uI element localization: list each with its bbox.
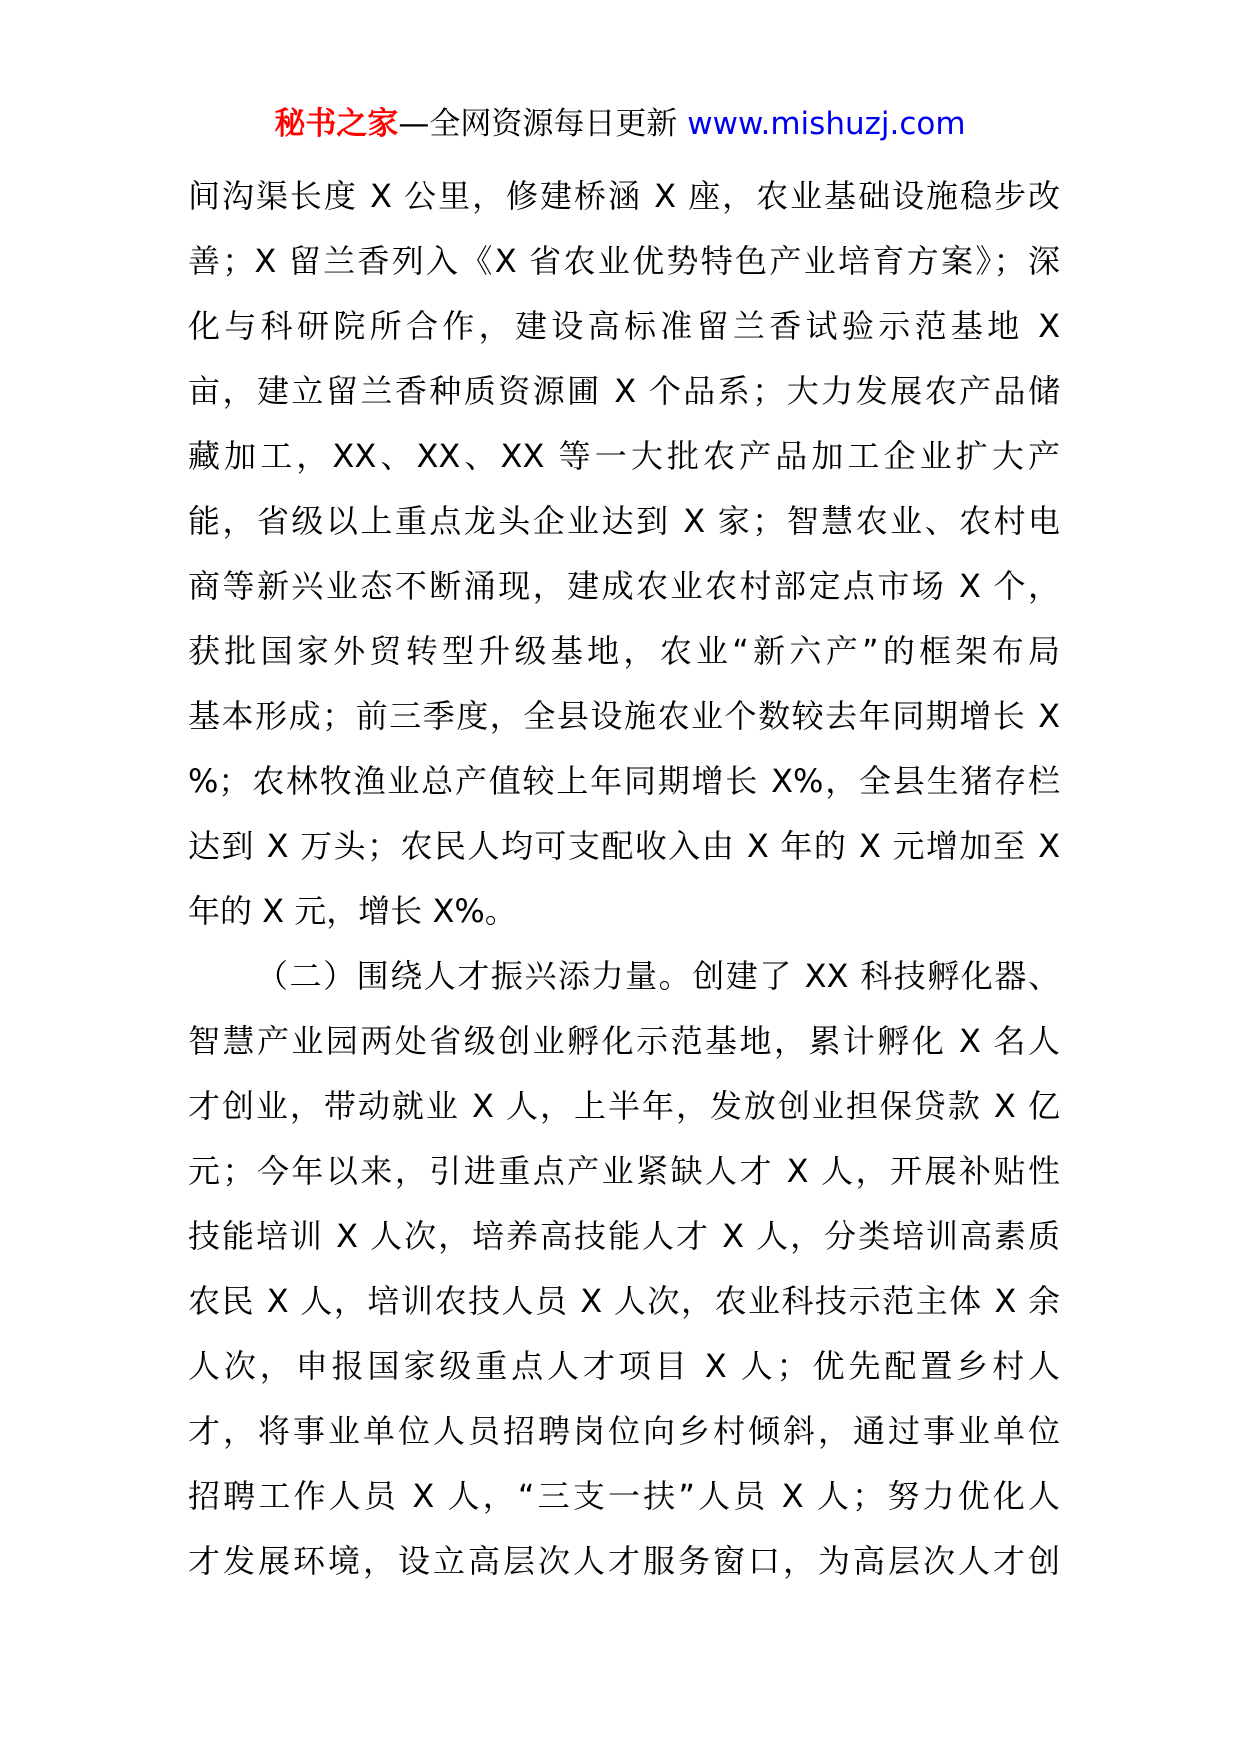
text-line: %；农林牧渔业总产值较上年同期增长 X%，全县生猪存栏 <box>188 762 1060 800</box>
site-url-link[interactable]: www.mishuzj.com <box>687 106 966 142</box>
text-line: 智慧产业园两处省级创业孵化示范基地，累计孵化 X 名人 <box>188 1022 1060 1060</box>
text-line: 商等新兴业态不断涌现，建成农业农村部定点市场 X 个， <box>188 567 1060 605</box>
text-line: 才发展环境，设立高层次人才服务窗口，为高层次人才创 <box>188 1542 1060 1580</box>
site-header <box>0 100 1240 148</box>
text-line: 亩，建立留兰香种质资源圃 X 个品系；大力发展农产品储 <box>188 372 1060 410</box>
text-line: 招聘工作人员 X 人，“三支一扶”人员 X 人；努力优化人 <box>188 1477 1060 1515</box>
text-line: 基本形成；前三季度，全县设施农业个数较去年同期增长 X <box>188 697 1060 735</box>
text-line: 人次，申报国家级重点人才项目 X 人；优先配置乡村人 <box>188 1347 1060 1385</box>
site-slogan: —全网资源每日更新 <box>398 106 688 142</box>
text-line: 善；X 留兰香列入《X 省农业优势特色产业培育方案》；深 <box>188 242 1060 280</box>
site-brand: 秘书之家 <box>274 106 399 142</box>
text-line: 化与科研院所合作，建设高标准留兰香试验示范基地 X <box>188 307 1060 345</box>
text-line: 达到 X 万头；农民人均可支配收入由 X 年的 X 元增加至 X <box>188 827 1060 865</box>
text-line: 才，将事业单位人员招聘岗位向乡村倾斜，通过事业单位 <box>188 1412 1060 1450</box>
text-line: 能，省级以上重点龙头企业达到 X 家；智慧农业、农村电 <box>188 502 1060 540</box>
text-line: 获批国家外贸转型升级基地，农业“新六产”的框架布局 <box>188 632 1060 670</box>
text-line: 元；今年以来，引进重点产业紧缺人才 X 人，开展补贴性 <box>188 1152 1060 1190</box>
text-line: 间沟渠长度 X 公里，修建桥涵 X 座，农业基础设施稳步改 <box>188 177 1060 215</box>
text-line: 才创业，带动就业 X 人，上半年，发放创业担保贷款 X 亿 <box>188 1087 1060 1125</box>
text-line: 年的 X 元，增长 X%。 <box>188 892 517 930</box>
section-heading-line: （二）围绕人才振兴添力量。创建了 XX 科技孵化器、 <box>256 957 1060 995</box>
text-line: 藏加工，XX、XX、XX 等一大批农产品加工企业扩大产 <box>188 437 1060 475</box>
document-body <box>188 164 1060 1594</box>
text-line: 农民 X 人，培训农技人员 X 人次，农业科技示范主体 X 余 <box>188 1282 1060 1320</box>
text-line: 技能培训 X 人次，培养高技能人才 X 人，分类培训高素质 <box>188 1217 1060 1255</box>
